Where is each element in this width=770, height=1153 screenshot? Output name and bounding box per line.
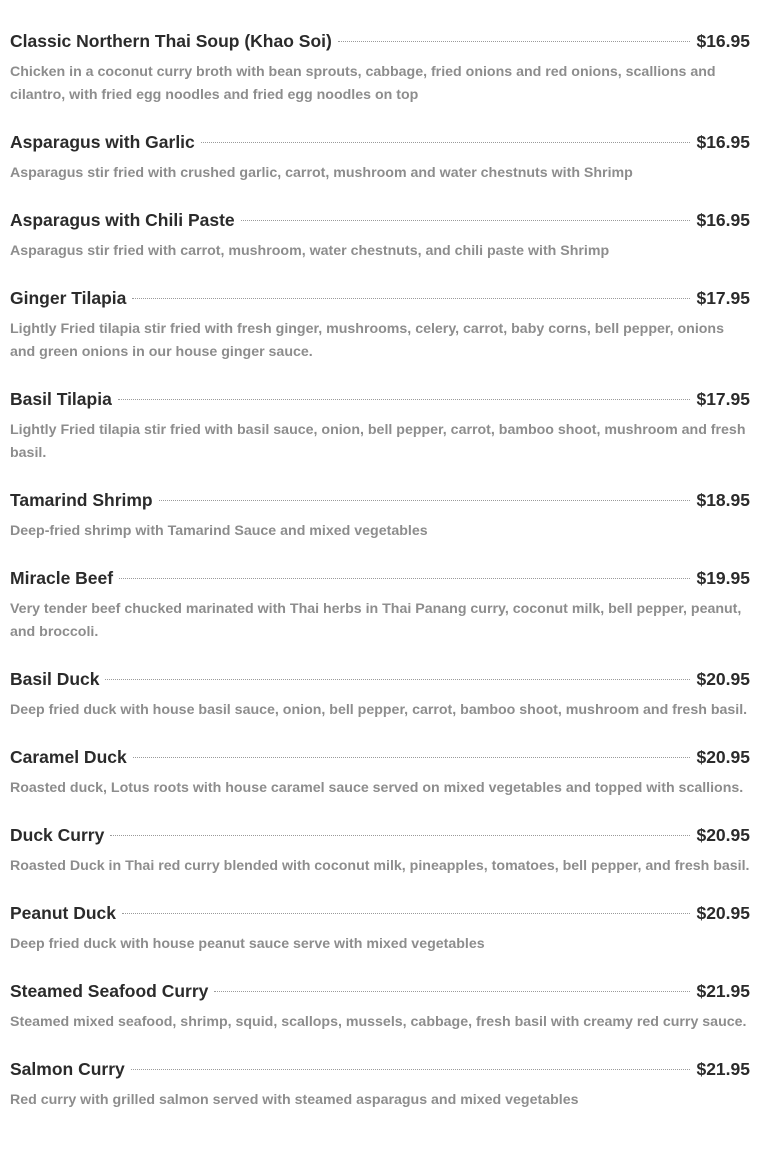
menu-item bbox=[10, 568, 750, 644]
menu-item-header bbox=[10, 903, 750, 927]
menu-item-name: Steamed Seafood Curry bbox=[10, 981, 209, 1001]
menu-item-description: Roasted Duck in Thai red curry blended with coconut milk, pineapples, tomatoes, bell pepper, and fresh basil. bbox=[10, 858, 750, 874]
menu-item-price: $20.95 bbox=[696, 747, 750, 767]
dotted-leader bbox=[119, 578, 690, 579]
menu-item-description: Very tender beef chucked marinated with Thai herbs in Thai Panang curry, coconut milk, bell pepper, peanut, and broccoli. bbox=[10, 601, 742, 640]
menu-item-name: Asparagus with Chili Paste bbox=[10, 210, 235, 230]
dotted-leader bbox=[201, 142, 691, 143]
dotted-leader bbox=[241, 220, 691, 221]
menu-item-name: Duck Curry bbox=[10, 825, 105, 845]
menu-item bbox=[10, 825, 750, 878]
menu-item-description: Deep fried duck with house basil sauce, onion, bell pepper, carrot, bamboo shoot, mushroom and fresh basil. bbox=[10, 702, 748, 718]
menu-item-header bbox=[10, 31, 750, 55]
menu-item-header bbox=[10, 825, 750, 849]
menu-item bbox=[10, 1059, 750, 1112]
menu-item bbox=[10, 903, 750, 956]
menu-item-name: Miracle Beef bbox=[10, 568, 114, 588]
menu-item-name: Caramel Duck bbox=[10, 747, 127, 767]
menu-list bbox=[10, 31, 750, 1137]
menu-item-description: Lightly Fried tilapia stir fried with fresh ginger, mushrooms, celery, carrot, baby corns, bell pepper, onions and green onions in our house ginger sauce. bbox=[10, 321, 724, 360]
dotted-leader bbox=[105, 679, 690, 680]
menu-item-price: $16.95 bbox=[696, 132, 750, 152]
menu-item-description: Asparagus stir fried with crushed garlic, carrot, mushroom and water chestnuts with Shrimp bbox=[10, 165, 633, 181]
menu-item-description: Steamed mixed seafood, shrimp, squid, scallops, mussels, cabbage, fresh basil with creamy red curry sauce. bbox=[10, 1014, 747, 1030]
menu-item-description: Deep-fried shrimp with Tamarind Sauce and mixed vegetables bbox=[10, 523, 428, 539]
menu-item-name: Ginger Tilapia bbox=[10, 288, 127, 308]
menu-item bbox=[10, 669, 750, 722]
menu-item-header bbox=[10, 490, 750, 514]
menu-item-header bbox=[10, 669, 750, 693]
menu-item-price: $20.95 bbox=[696, 903, 750, 923]
menu-item-name: Classic Northern Thai Soup (Khao Soi) bbox=[10, 31, 332, 51]
menu-item-name: Tamarind Shrimp bbox=[10, 490, 153, 510]
dotted-leader bbox=[132, 298, 690, 299]
menu-item-price: $20.95 bbox=[696, 825, 750, 845]
menu-item-header bbox=[10, 132, 750, 156]
menu-item-name: Asparagus with Garlic bbox=[10, 132, 195, 152]
menu-item bbox=[10, 132, 750, 185]
menu-item-header bbox=[10, 747, 750, 771]
menu-item bbox=[10, 490, 750, 543]
menu-item-description: Lightly Fried tilapia stir fried with basil sauce, onion, bell pepper, carrot, bamboo shoot, mushroom and fresh basil. bbox=[10, 422, 746, 461]
menu-item bbox=[10, 288, 750, 364]
menu-item-description: Roasted duck, Lotus roots with house caramel sauce served on mixed vegetables and topped with scallions. bbox=[10, 780, 744, 796]
menu-item-price: $17.95 bbox=[696, 389, 750, 409]
menu-item-name: Salmon Curry bbox=[10, 1059, 125, 1079]
menu-item-price: $21.95 bbox=[696, 1059, 750, 1079]
menu-item-name: Peanut Duck bbox=[10, 903, 116, 923]
menu-item-price: $20.95 bbox=[696, 669, 750, 689]
menu-item-description: Chicken in a coconut curry broth with bean sprouts, cabbage, fried onions and red onions, scallions and cilantro, with fried egg noodles and fried egg noodles on top bbox=[10, 64, 716, 103]
menu-item bbox=[10, 981, 750, 1034]
dotted-leader bbox=[118, 399, 691, 400]
menu-item-price: $18.95 bbox=[696, 490, 750, 510]
menu-item-header bbox=[10, 981, 750, 1005]
dotted-leader bbox=[214, 991, 690, 992]
menu-item bbox=[10, 389, 750, 465]
menu-item-price: $19.95 bbox=[696, 568, 750, 588]
menu-item-price: $17.95 bbox=[696, 288, 750, 308]
menu-item-name: Basil Tilapia bbox=[10, 389, 112, 409]
menu-item-price: $21.95 bbox=[696, 981, 750, 1001]
menu-item-price: $16.95 bbox=[696, 31, 750, 51]
dotted-leader bbox=[338, 41, 691, 42]
menu-item-name: Basil Duck bbox=[10, 669, 100, 689]
menu-item-header bbox=[10, 288, 750, 312]
dotted-leader bbox=[159, 500, 691, 501]
dotted-leader bbox=[131, 1069, 691, 1070]
menu-item-header bbox=[10, 210, 750, 234]
dotted-leader bbox=[110, 835, 690, 836]
dotted-leader bbox=[122, 913, 690, 914]
menu-item-description: Deep fried duck with house peanut sauce serve with mixed vegetables bbox=[10, 936, 485, 952]
menu-item-header bbox=[10, 1059, 750, 1083]
previous-item-description-fragment bbox=[10, 0, 14, 5]
menu-item bbox=[10, 210, 750, 263]
menu-item-header bbox=[10, 568, 750, 592]
menu-item-price: $16.95 bbox=[696, 210, 750, 230]
menu-item bbox=[10, 747, 750, 800]
dotted-leader bbox=[133, 757, 691, 758]
menu-item-header bbox=[10, 389, 750, 413]
menu-item bbox=[10, 31, 750, 107]
menu-item-description: Asparagus stir fried with carrot, mushroom, water chestnuts, and chili paste with Shrimp bbox=[10, 243, 610, 259]
menu-item-description: Red curry with grilled salmon served with steamed asparagus and mixed vegetables bbox=[10, 1092, 579, 1108]
